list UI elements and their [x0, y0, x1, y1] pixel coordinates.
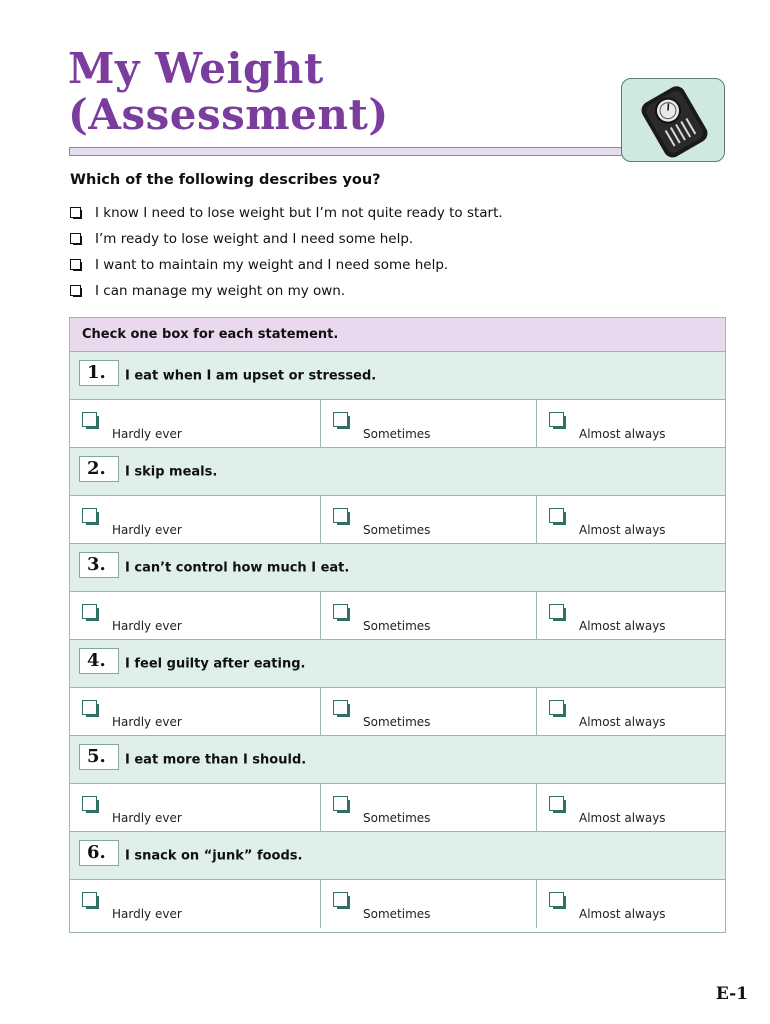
answer-hardly-ever[interactable]	[70, 496, 320, 543]
answer-label: Sometimes	[363, 619, 431, 633]
checkbox-icon[interactable]	[70, 233, 82, 245]
page-number: E-1	[715, 984, 748, 1004]
statement-row	[70, 448, 725, 496]
checkbox-icon[interactable]	[549, 796, 567, 814]
answer-label: Sometimes	[363, 907, 431, 921]
checkbox-icon[interactable]	[82, 412, 100, 430]
checkbox-icon[interactable]	[549, 892, 567, 910]
checkbox-icon[interactable]	[70, 285, 82, 297]
checkbox-icon[interactable]	[82, 700, 100, 718]
checkbox-icon[interactable]	[333, 796, 351, 814]
question-heading: Which of the following describes you?	[70, 172, 381, 188]
checkbox-icon[interactable]	[333, 700, 351, 718]
title-line-2: (Assessment)	[68, 90, 389, 139]
answer-almost-always[interactable]	[536, 784, 725, 831]
answer-row	[70, 496, 725, 544]
statement-number: 2.	[79, 456, 119, 482]
checkbox-icon[interactable]	[549, 412, 567, 430]
statement-row	[70, 544, 725, 592]
answer-label: Almost always	[579, 427, 666, 441]
statement-number: 1.	[79, 360, 119, 386]
checkbox-icon[interactable]	[333, 508, 351, 526]
option-item[interactable]	[70, 226, 503, 252]
answer-label: Hardly ever	[112, 619, 182, 633]
answer-sometimes[interactable]	[320, 592, 536, 639]
answer-label: Almost always	[579, 619, 666, 633]
option-item[interactable]	[70, 200, 503, 226]
answer-sometimes[interactable]	[320, 784, 536, 831]
title-rule	[69, 147, 624, 156]
answer-label: Hardly ever	[112, 427, 182, 441]
option-label: I know I need to lose weight but I’m not quite ready to start.	[95, 205, 503, 221]
answer-label: Hardly ever	[112, 715, 182, 729]
answer-row	[70, 880, 725, 928]
answer-row	[70, 688, 725, 736]
statement-number: 4.	[79, 648, 119, 674]
statement-text: I can’t control how much I eat.	[125, 560, 350, 576]
answer-label: Sometimes	[363, 811, 431, 825]
statement-text: I skip meals.	[125, 464, 218, 480]
statement-text: I eat more than I should.	[125, 752, 307, 768]
answer-almost-always[interactable]	[536, 592, 725, 639]
checkbox-icon[interactable]	[82, 796, 100, 814]
answer-label: Sometimes	[363, 523, 431, 537]
statement-row	[70, 352, 725, 400]
statement-number: 6.	[79, 840, 119, 866]
answer-hardly-ever[interactable]	[70, 592, 320, 639]
answer-label: Almost always	[579, 907, 666, 921]
statement-text: I feel guilty after eating.	[125, 656, 306, 672]
option-label: I can manage my weight on my own.	[95, 283, 346, 299]
answer-almost-always[interactable]	[536, 880, 725, 928]
checkbox-icon[interactable]	[82, 508, 100, 526]
assessment-table	[69, 317, 726, 933]
statement-text: I eat when I am upset or stressed.	[125, 368, 377, 384]
checkbox-icon[interactable]	[70, 259, 82, 271]
answer-sometimes[interactable]	[320, 496, 536, 543]
answer-sometimes[interactable]	[320, 880, 536, 928]
option-label: I want to maintain my weight and I need some help.	[95, 257, 449, 273]
answer-label: Hardly ever	[112, 907, 182, 921]
answer-sometimes[interactable]	[320, 688, 536, 735]
answer-hardly-ever[interactable]	[70, 400, 320, 447]
answer-almost-always[interactable]	[536, 400, 725, 447]
option-item[interactable]	[70, 278, 503, 304]
checkbox-icon[interactable]	[70, 207, 82, 219]
answer-hardly-ever[interactable]	[70, 880, 320, 928]
page-title	[68, 46, 389, 138]
answer-label: Sometimes	[363, 427, 431, 441]
checkbox-icon[interactable]	[333, 412, 351, 430]
options-list	[70, 200, 503, 304]
checkbox-icon[interactable]	[82, 604, 100, 622]
statement-number: 5.	[79, 744, 119, 770]
answer-almost-always[interactable]	[536, 688, 725, 735]
checkbox-icon[interactable]	[333, 892, 351, 910]
bathroom-scale-icon	[621, 78, 725, 162]
table-header: Check one box for each statement.	[70, 318, 725, 352]
answer-hardly-ever[interactable]	[70, 784, 320, 831]
statement-row	[70, 640, 725, 688]
answer-label: Hardly ever	[112, 523, 182, 537]
statement-text: I snack on “junk” foods.	[125, 848, 303, 864]
title-line-1: My Weight	[68, 44, 324, 93]
checkbox-icon[interactable]	[549, 508, 567, 526]
answer-label: Almost always	[579, 715, 666, 729]
answer-sometimes[interactable]	[320, 400, 536, 447]
statement-row	[70, 832, 725, 880]
answer-hardly-ever[interactable]	[70, 688, 320, 735]
answer-row	[70, 592, 725, 640]
statement-row	[70, 736, 725, 784]
answer-label: Almost always	[579, 811, 666, 825]
answer-label: Hardly ever	[112, 811, 182, 825]
answer-label: Almost always	[579, 523, 666, 537]
answer-almost-always[interactable]	[536, 496, 725, 543]
checkbox-icon[interactable]	[549, 700, 567, 718]
option-label: I’m ready to lose weight and I need some help.	[95, 231, 414, 247]
answer-row	[70, 400, 725, 448]
option-item[interactable]	[70, 252, 503, 278]
statement-number: 3.	[79, 552, 119, 578]
checkbox-icon[interactable]	[549, 604, 567, 622]
answer-row	[70, 784, 725, 832]
answer-label: Sometimes	[363, 715, 431, 729]
checkbox-icon[interactable]	[333, 604, 351, 622]
checkbox-icon[interactable]	[82, 892, 100, 910]
